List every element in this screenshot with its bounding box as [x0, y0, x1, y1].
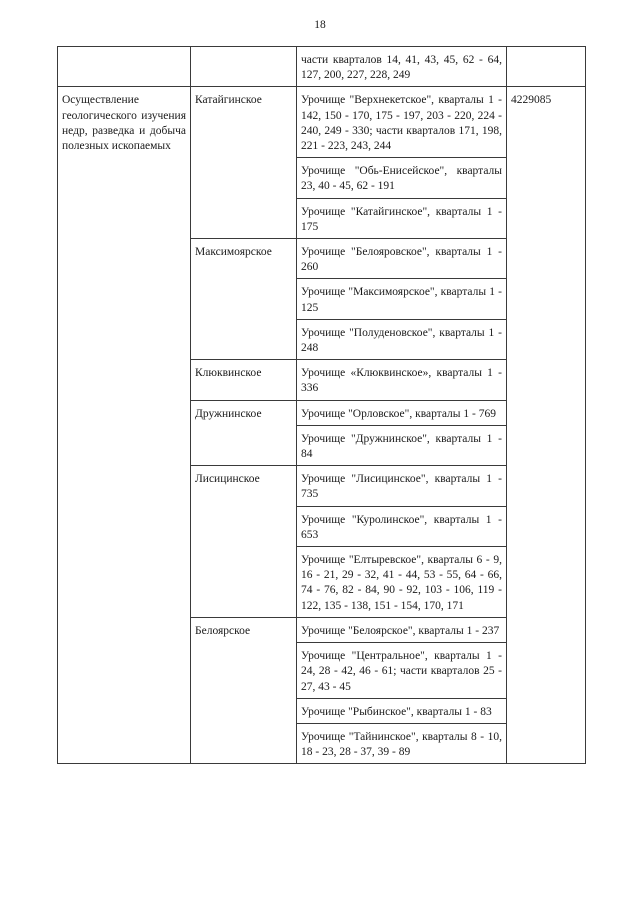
activity-type-cell: Осуществление геологического изучения недр, разведка и добыча полезных ископаемых	[58, 87, 191, 764]
tract-cell: Урочище "Обь-Енисейское", кварталы 23, 40 - 45, 62 - 191	[297, 158, 507, 198]
tract-cell-continuation: части кварталов 14, 41, 43, 45, 62 - 64, 127, 200, 227, 228, 249	[297, 47, 507, 87]
table-cell-empty	[58, 47, 191, 87]
tract-cell: Урочище "Верхнекетское", кварталы 1 - 142, 150 - 170, 175 - 197, 203 - 220, 224 - 240, 249 - 330; части кварталов 171, 198, 221 - 223, 243, 244	[297, 87, 507, 158]
tract-cell: Урочище "Лисицинское", кварталы 1 - 735	[297, 466, 507, 506]
tract-cell: Урочище "Катайгинское", кварталы 1 - 175	[297, 198, 507, 238]
forest-tracts-table	[57, 46, 586, 764]
tract-cell: Урочище «Клюквинское», кварталы 1 - 336	[297, 360, 507, 400]
table-body	[58, 47, 586, 764]
tract-cell: Урочище "Тайнинское", кварталы 8 - 10, 18 - 23, 28 - 37, 39 - 89	[297, 723, 507, 763]
table-row-continuation	[58, 47, 586, 87]
tract-cell: Урочище "Орловское", кварталы 1 - 769	[297, 400, 507, 425]
page-number: 18	[314, 19, 326, 31]
forestry-name-cell: Клюквинское	[191, 360, 297, 400]
tract-cell: Урочище "Куролинское", кварталы 1 - 653	[297, 506, 507, 546]
tract-cell: Урочище "Елтыревское", кварталы 6 - 9, 16 - 21, 29 - 32, 41 - 44, 53 - 55, 64 - 66, 74 - 76, 82 - 84, 90 - 92, 103 - 106, 119 - 122, 135 - 138, 151 - 154, 170, 171	[297, 547, 507, 618]
forestry-name-cell: Белоярское	[191, 617, 297, 763]
tract-cell: Урочище "Белоярское", кварталы 1 - 237	[297, 617, 507, 642]
table-row	[58, 87, 586, 158]
table-cell-empty	[191, 47, 297, 87]
tract-cell: Урочище "Центральное", кварталы 1 - 24, 28 - 42, 46 - 61; части кварталов 25 - 27, 43 - 45	[297, 643, 507, 699]
tract-cell: Урочище "Рыбинское", кварталы 1 - 83	[297, 698, 507, 723]
forestry-name-cell: Максимоярское	[191, 239, 297, 360]
table-cell-empty	[507, 47, 586, 87]
tract-cell: Урочище "Белояровское", кварталы 1 - 260	[297, 239, 507, 279]
tract-cell: Урочище "Полуденовское", кварталы 1 - 248	[297, 319, 507, 359]
tract-cell: Урочище "Дружнинское", кварталы 1 - 84	[297, 425, 507, 465]
tract-cell: Урочище "Максимоярское", кварталы 1 - 125	[297, 279, 507, 319]
forestry-name-cell: Дружнинское	[191, 400, 297, 466]
forestry-name-cell: Лисицинское	[191, 466, 297, 618]
code-cell: 4229085	[507, 87, 586, 764]
forestry-name-cell: Катайгинское	[191, 87, 297, 239]
